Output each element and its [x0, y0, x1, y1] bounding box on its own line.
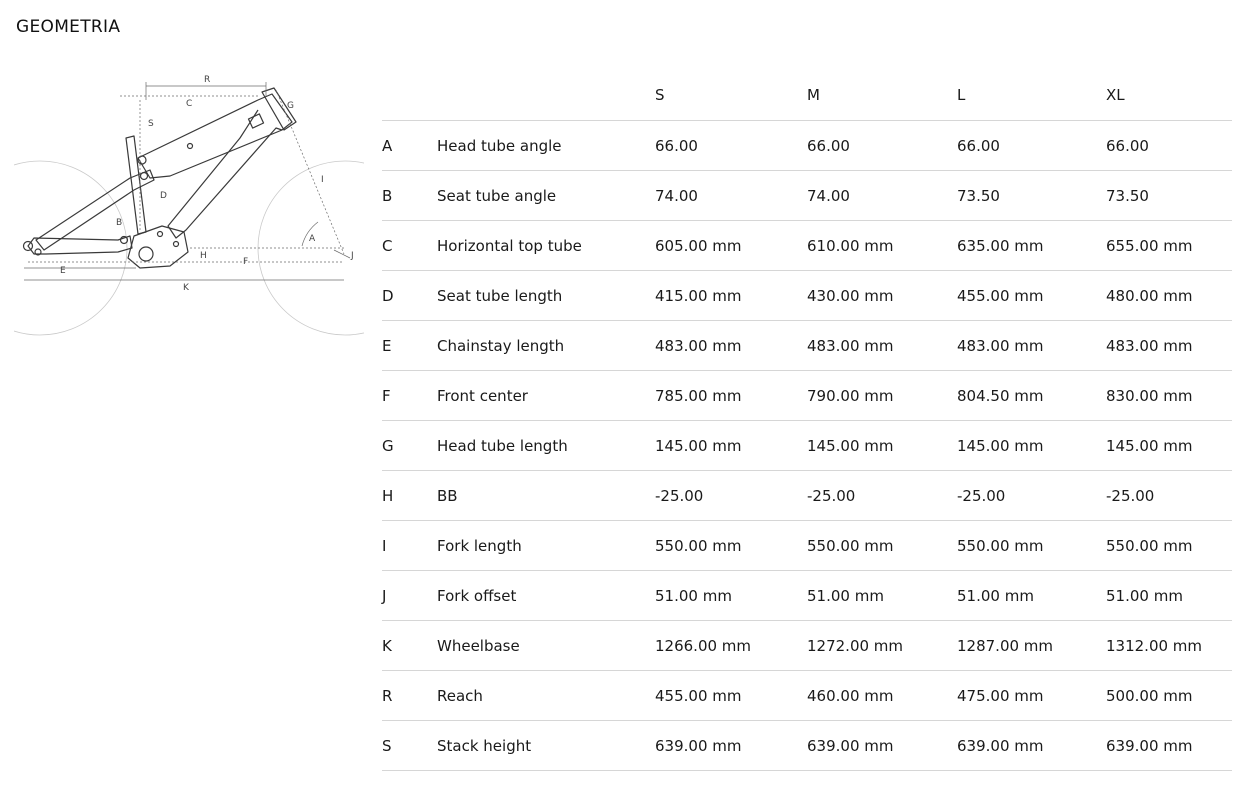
label-g: G	[287, 101, 294, 111]
crank	[139, 247, 153, 261]
header-size-l: L	[957, 70, 1106, 121]
table-row	[382, 521, 1232, 571]
table-body	[382, 121, 1232, 771]
value-m: 460.00 mm	[807, 671, 957, 721]
table-row	[382, 421, 1232, 471]
row-name: Head tube length	[437, 421, 655, 471]
motor-bolt	[174, 242, 179, 247]
value-l: 639.00 mm	[957, 721, 1106, 771]
table-row	[382, 321, 1232, 371]
rear-wheel	[14, 161, 127, 335]
row-name: Seat tube angle	[437, 171, 655, 221]
row-letter: R	[382, 671, 437, 721]
value-l: 550.00 mm	[957, 521, 1106, 571]
dimension-lines	[24, 82, 350, 280]
value-l: 635.00 mm	[957, 221, 1106, 271]
row-letter: S	[382, 721, 437, 771]
value-s: 639.00 mm	[655, 721, 807, 771]
value-xl: 639.00 mm	[1106, 721, 1232, 771]
row-name: Horizontal top tube	[437, 221, 655, 271]
value-xl: 500.00 mm	[1106, 671, 1232, 721]
row-name: Fork offset	[437, 571, 655, 621]
row-letter: F	[382, 371, 437, 421]
value-m: 483.00 mm	[807, 321, 957, 371]
table-row	[382, 221, 1232, 271]
label-f: F	[243, 257, 249, 267]
header-name	[437, 70, 655, 121]
value-xl: 51.00 mm	[1106, 571, 1232, 621]
value-l: 145.00 mm	[957, 421, 1106, 471]
header-size-s: S	[655, 70, 807, 121]
row-name: Front center	[437, 371, 655, 421]
shock-pivot	[141, 173, 148, 180]
value-xl: 145.00 mm	[1106, 421, 1232, 471]
value-m: 74.00	[807, 171, 957, 221]
row-name: Stack height	[437, 721, 655, 771]
value-s: 74.00	[655, 171, 807, 221]
row-letter: E	[382, 321, 437, 371]
value-l: 73.50	[957, 171, 1106, 221]
value-s: 483.00 mm	[655, 321, 807, 371]
value-xl: 480.00 mm	[1106, 271, 1232, 321]
value-s: 66.00	[655, 121, 807, 171]
value-s: 455.00 mm	[655, 671, 807, 721]
row-letter: C	[382, 221, 437, 271]
motor-bolt	[158, 232, 163, 237]
value-m: 1272.00 mm	[807, 621, 957, 671]
chainstay	[28, 236, 132, 254]
value-s: 1266.00 mm	[655, 621, 807, 671]
label-b: B	[116, 218, 123, 228]
value-l: 66.00	[957, 121, 1106, 171]
header-row	[382, 70, 1232, 121]
value-m: -25.00	[807, 471, 957, 521]
row-letter: B	[382, 171, 437, 221]
value-l: 1287.00 mm	[957, 621, 1106, 671]
value-s: -25.00	[655, 471, 807, 521]
value-s: 145.00 mm	[655, 421, 807, 471]
value-s: 605.00 mm	[655, 221, 807, 271]
value-m: 790.00 mm	[807, 371, 957, 421]
value-l: 483.00 mm	[957, 321, 1106, 371]
label-r: R	[204, 75, 211, 85]
row-letter: H	[382, 471, 437, 521]
value-s: 550.00 mm	[655, 521, 807, 571]
value-xl: 1312.00 mm	[1106, 621, 1232, 671]
value-xl: 550.00 mm	[1106, 521, 1232, 571]
row-letter: J	[382, 571, 437, 621]
value-l: 51.00 mm	[957, 571, 1106, 621]
value-m: 66.00	[807, 121, 957, 171]
value-xl: 73.50	[1106, 171, 1232, 221]
header-size-xl: XL	[1106, 70, 1232, 121]
table-row	[382, 371, 1232, 421]
value-xl: 66.00	[1106, 121, 1232, 171]
label-s: S	[148, 119, 154, 129]
value-m: 145.00 mm	[807, 421, 957, 471]
value-l: -25.00	[957, 471, 1106, 521]
row-letter: G	[382, 421, 437, 471]
row-letter: D	[382, 271, 437, 321]
bike-frame	[24, 88, 297, 268]
row-name: Reach	[437, 671, 655, 721]
label-d: D	[160, 191, 167, 201]
table-row	[382, 171, 1232, 221]
row-name: Head tube angle	[437, 121, 655, 171]
table-header	[382, 70, 1232, 121]
row-letter: K	[382, 621, 437, 671]
page-title: GEOMETRIA	[16, 17, 121, 37]
row-name: Fork length	[437, 521, 655, 571]
label-j: J	[351, 251, 354, 261]
value-m: 639.00 mm	[807, 721, 957, 771]
value-s: 415.00 mm	[655, 271, 807, 321]
value-l: 804.50 mm	[957, 371, 1106, 421]
value-xl: 483.00 mm	[1106, 321, 1232, 371]
value-m: 610.00 mm	[807, 221, 957, 271]
header-size-m: M	[807, 70, 957, 121]
table-row	[382, 471, 1232, 521]
table-row	[382, 671, 1232, 721]
table-row	[382, 271, 1232, 321]
value-s: 51.00 mm	[655, 571, 807, 621]
row-name: Seat tube length	[437, 271, 655, 321]
label-a: A	[309, 234, 316, 244]
row-letter: I	[382, 521, 437, 571]
down-tube	[168, 110, 282, 238]
value-m: 51.00 mm	[807, 571, 957, 621]
table-row	[382, 721, 1232, 771]
table-row	[382, 571, 1232, 621]
label-k: K	[183, 283, 189, 293]
geometry-table	[382, 70, 1232, 771]
label-e: E	[60, 266, 66, 276]
value-xl: 830.00 mm	[1106, 371, 1232, 421]
value-m: 430.00 mm	[807, 271, 957, 321]
value-l: 455.00 mm	[957, 271, 1106, 321]
row-name: Chainstay length	[437, 321, 655, 371]
value-m: 550.00 mm	[807, 521, 957, 571]
label-c: C	[186, 99, 193, 109]
value-xl: -25.00	[1106, 471, 1232, 521]
value-l: 475.00 mm	[957, 671, 1106, 721]
bike-geometry-diagram	[14, 60, 364, 350]
row-name: BB	[437, 471, 655, 521]
value-s: 785.00 mm	[655, 371, 807, 421]
label-i: I	[321, 175, 324, 185]
dimension-labels	[60, 75, 354, 293]
bottle-bolt	[188, 144, 193, 149]
value-xl: 655.00 mm	[1106, 221, 1232, 271]
table-row	[382, 621, 1232, 671]
table-row	[382, 121, 1232, 171]
label-h: H	[200, 251, 207, 261]
row-letter: A	[382, 121, 437, 171]
header-letter	[382, 70, 437, 121]
row-name: Wheelbase	[437, 621, 655, 671]
